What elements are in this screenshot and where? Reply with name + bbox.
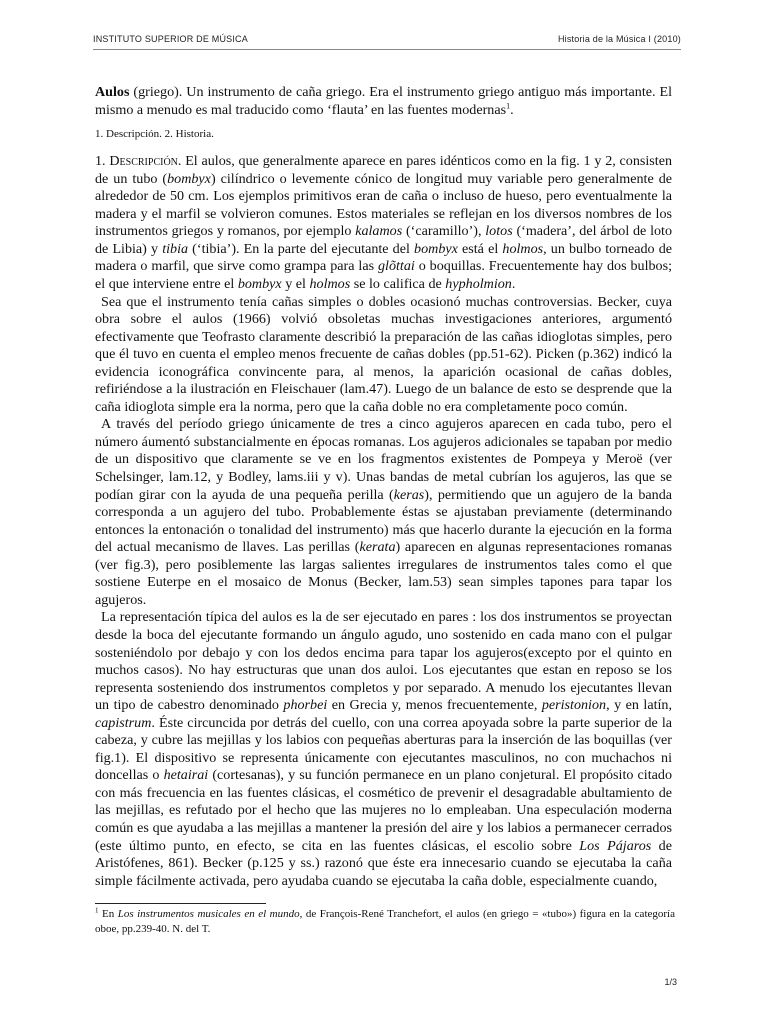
header-institution: INSTITUTO SUPERIOR DE MÚSICA [93,34,248,44]
footnote: $^1$ En Los instrumentos musicales en el mundo, de François-René Tranchefort, el aulos (en griego = «tubo») figura en la categoría oboe, pp.239-40. N. del T. [95,906,675,935]
paragraph-canas: Sea que el instrumento tenía cañas simples o dobles ocasionó muchas controversias. Becker, cuya obra sobre el aulos (1966) volvió obsoletas muchas investigaciones anteriores, argumentó efectivamente que Teofrasto claramente describió la preparación de las cañas idioglotas simples, pero que él tuvo en cuenta el empleo menos frecuente de cañas dobles (pp.51-62). Picken (p.362) indicó la evidencia iconográfica convincente para, al menos, la aparición ocasional de cañas dobles, refiriéndose a la ilustración en Fleischauer (lam.47). Luego de un balance de esto se desprende que la caña idioglota simple era la norma, pero que la caña doble no era completamente poco común. [95,293,672,415]
footnote-divider [95,903,266,904]
section-index: 1. Descripción. 2. Historia. [95,128,214,141]
paragraph-representacion: La representación típica del aulos es la de ser ejecutado en pares : los dos instrumentos se proyectan desde la boca del ejecutante formando un ángulo agudo, uno sostenido en cada mano con el pulgar sosteniéndolo por debajo y con los dedos encima para tapar los agujeros(excepto por el quinto en muchos casos). No hay estructuras que unan dos auloi. Los ejecutantes que estan en reposo se los representa sosteniendo dos instrumentos completos y por separado. A menudo los ejecutantes llevan un tipo de cabestro denominado phorbei en Grecia y, menos frecuentemente, peristonion, y en latín, capistrum. Éste circuncida por detrás del cuello, con una correa apoyada sobre la parte superior de la cabeza, y cubre las mejillas y los labios con pequeñas aberturas para la inserción de las boquillas (ver fig.1). El dispositivo se representa únicamente con ejecutantes masculinos, no con muchachos ni doncellas o hetairai (cortesanas), y su función permanece en un plano conjetural. El propósito citado con más frecuencia en las fuentes clásicas, el cosmético de prevenir el desagradable abultamiento de las mejillas, es refutado por el hecho que las mujeres no lo empleaban. Una especulación moderna común es que ayudaba a las mejillas a mantener la presión del aire y los labios a permanecer cerrados (este último punto, en efecto, se cita en las fuentes clásicas, el escolio sobre Los Pájaros de Aristófenes, 861). Becker (p.125 y ss.) razonó que éste era innecesario cuando se ejecutaba la caña simple fácilmente activada, pero ayudaba cuando se ejecutaba la caña doble, especialmente cuando, [95,609,672,889]
page-number: 1/3 [664,977,677,987]
footnote-ref[interactable]: 1 [506,100,511,110]
intro-paragraph: Aulos (griego). Un instrumento de caña griego. Era el instrumento griego antiguo más importante. El mismo a menudo es mal traducido como ‘flauta’ en las fuentes modernas$^1$. [95,84,672,118]
page-header [93,34,681,44]
article-body [95,84,672,890]
paragraph-agujeros: A través del período griego únicamente de tres a cinco agujeros aparecen en cada tubo, pero el número áumentó substancialmente en épocas romanas. Los agujeros adicionales se tapaban por medio de un dispositivo que claramente se ve en los fragmentos existentes de Pompeya y Meroë (ver Schelsinger, lam.12, y Bodley, lams.iii y v). Unas bandas de metal cubrían los agujeros, las que se podían girar con la ayuda de una pequeña perilla (keras), permitiendo que un agujero de la banda corresponda a un agujero del tubo. Probablemente éstas se ajustaban previamente (determinando entonces la entonación o tonalidad del instrumento) más que hacerlo durante la ejecución en la forma del actual mecanismo de llaves. Las perillas (kerata) aparecen en algunas representaciones romanas (ver fig.3), pero posiblemente las largas salientes irregulares de instrumentos tales como el que sostiene Euterpe en el mosaico de Monus (Becker, lam.53) sean simples tapones para tapar los agujeros. [95,416,672,608]
header-divider [93,49,681,50]
header-course: Historia de la Música I (2010) [557,34,681,44]
term-title: Aulos [95,84,130,100]
footnote-number: 1 [95,906,99,915]
paragraph-descripcion: 1. Descripción. El aulos, que generalmente aparece en pares idénticos como en la fig. 1 y 2, consisten de un tubo (bombyx) cilíndrico o levemente cónico de longitud muy variable pero generalmente de alrededor de 50 cm. Los ejemplos primitivos eran de caña o incluso de hueso, pero eventualmente la madera y el marfil se volvieron comunes. Estos materiales se reflejan en los diversos nombres de los instrumentos griegos y romanos, por ejemplo kalamos (‘caramillo’), lotos (‘madera’, del árbol de loto de Libia) y tibia (‘tibia’). En la parte del ejecutante del bombyx está el holmos, un bulbo torneado de madera o marfil, que sirve como grampa para las glõttai o boquillas. Frecuentemente hay dos bulbos; el que interviene entre el bombyx y el holmos se lo califica de hypholmion. [95,153,673,293]
section-heading: Descripción [109,153,178,170]
